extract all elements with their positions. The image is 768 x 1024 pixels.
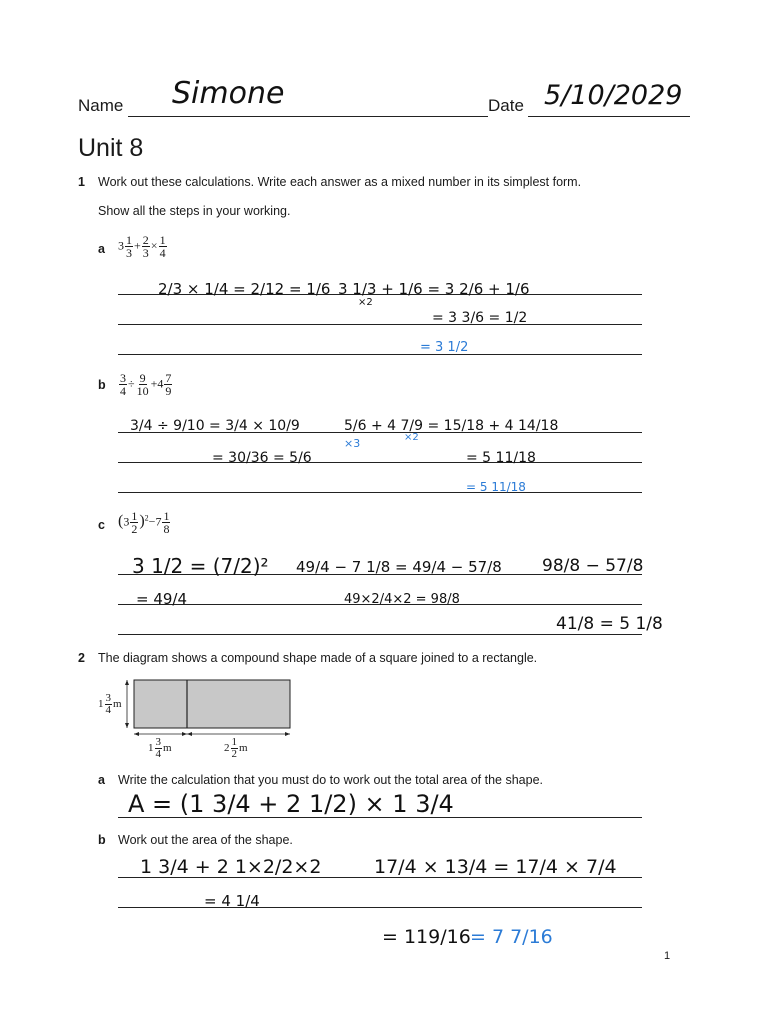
work-1c-step-4: 49×2/4×2 = 98/8 [344,592,460,607]
diagram-svg [96,672,296,764]
question-1-number: 1 [78,175,85,189]
work-1b-step-2: 5/6 + 4 7/9 = 15/18 + 4 14/18 [344,418,559,434]
work-2a: A = (1 3/4 + 2 1/2) × 1 3/4 [128,790,454,818]
part-1a-label: a [98,242,105,256]
work-1b-step-4: = 5 11/18 [466,450,536,466]
part-2b-label: b [98,833,106,847]
part-1b-expression: $\frac{3}{4}$ ÷ $\frac{9}{10}$ +4 $\frac{7}{9}$ [120,371,172,398]
question-2-number: 2 [78,651,85,665]
date-value: 5/10/2029 [544,80,683,111]
answer-line [118,324,642,325]
part-2a-label: a [98,773,105,787]
height-label: 1 $\frac{3}{4}$ m [98,692,122,716]
answer-line [118,634,642,635]
work-1a-answer: = 3 1/2 [420,340,469,355]
name-line [128,116,488,117]
answer-line [118,354,642,355]
question-1-instruction: Work out these calculations. Write each answer as a mixed number in its simplest form. [98,175,582,189]
answer-line [118,907,642,908]
part-1a-expression: 3 $\frac{1}{3}$ + $\frac{2}{3}$ × $\frac{1}{4}$ [118,233,166,260]
work-1c-step-3: = 49/4 [136,590,188,608]
work-1a-step-3: = 3 3/6 = 1/2 [432,310,528,326]
work-1b-step-3: = 30/36 = 5/6 [212,450,312,466]
part-1c-label: c [98,518,105,532]
work-2b-step-2: = 4 1/4 [204,892,260,910]
work-2b-answer: = 7 7/16 [470,926,553,948]
part-2b-text: Work out the area of the shape. [118,833,293,847]
answer-line [118,492,642,493]
work-2b-step-1: 1 3/4 + 2 1×2/2×2 [140,856,322,878]
question-1-instruction-2: Show all the steps in your working. [98,204,291,218]
work-2b-step-3: 17/4 × 13/4 = 17/4 × 7/4 [374,856,617,878]
width-1-label: 1 $\frac{3}{4}$ m [148,736,172,760]
width-2-label: 2 $\frac{1}{2}$ m [224,736,248,760]
date-label: Date [488,96,524,115]
part-2a-text: Write the calculation that you must do to work out the total area of the shape. [118,773,544,787]
part-1c-expression: (3 $\frac{1}{2}$ )$^2$−7 $\frac{1}{8}$ [118,509,170,536]
page-title: Unit 8 [78,134,144,162]
question-2-instruction: The diagram shows a compound shape made of a square joined to a rectangle. [98,651,538,665]
work-1b-answer: = 5 11/18 [466,480,526,494]
work-1c-answer: 41/8 = 5 1/8 [556,614,663,634]
name-label: Name [78,96,124,115]
part-1b-label: b [98,378,106,392]
work-1c-step-2b: 98/8 − 57/8 [542,556,644,576]
work-2b-step-4: = 119/16 [382,926,471,948]
date-line [528,116,690,117]
work-1a-step-2-multiplier: ×2 [358,297,373,308]
work-1a-step-2: 3 1/3 + 1/6 = 3 2/6 + 1/6 [338,280,530,298]
answer-line [118,462,642,463]
square-and-rectangle [134,680,290,728]
work-1b-step-2-multiplier-a: ×3 [344,437,361,450]
work-1c-step-2: 49/4 − 7 1/8 = 49/4 − 57/8 [296,558,502,576]
work-1c-step-1: 3 1/2 = (7/2)² [132,554,269,578]
compound-shape-diagram [96,672,296,764]
name-value: Simone [172,76,285,111]
page-number: 1 [664,950,671,962]
work-1b-step-1: 3/4 ÷ 9/10 = 3/4 × 10/9 [130,418,300,434]
work-1b-step-2-multiplier-b: ×2 [404,432,419,443]
work-1a-step-1: 2/3 × 1/4 = 2/12 = 1/6 [158,280,331,298]
